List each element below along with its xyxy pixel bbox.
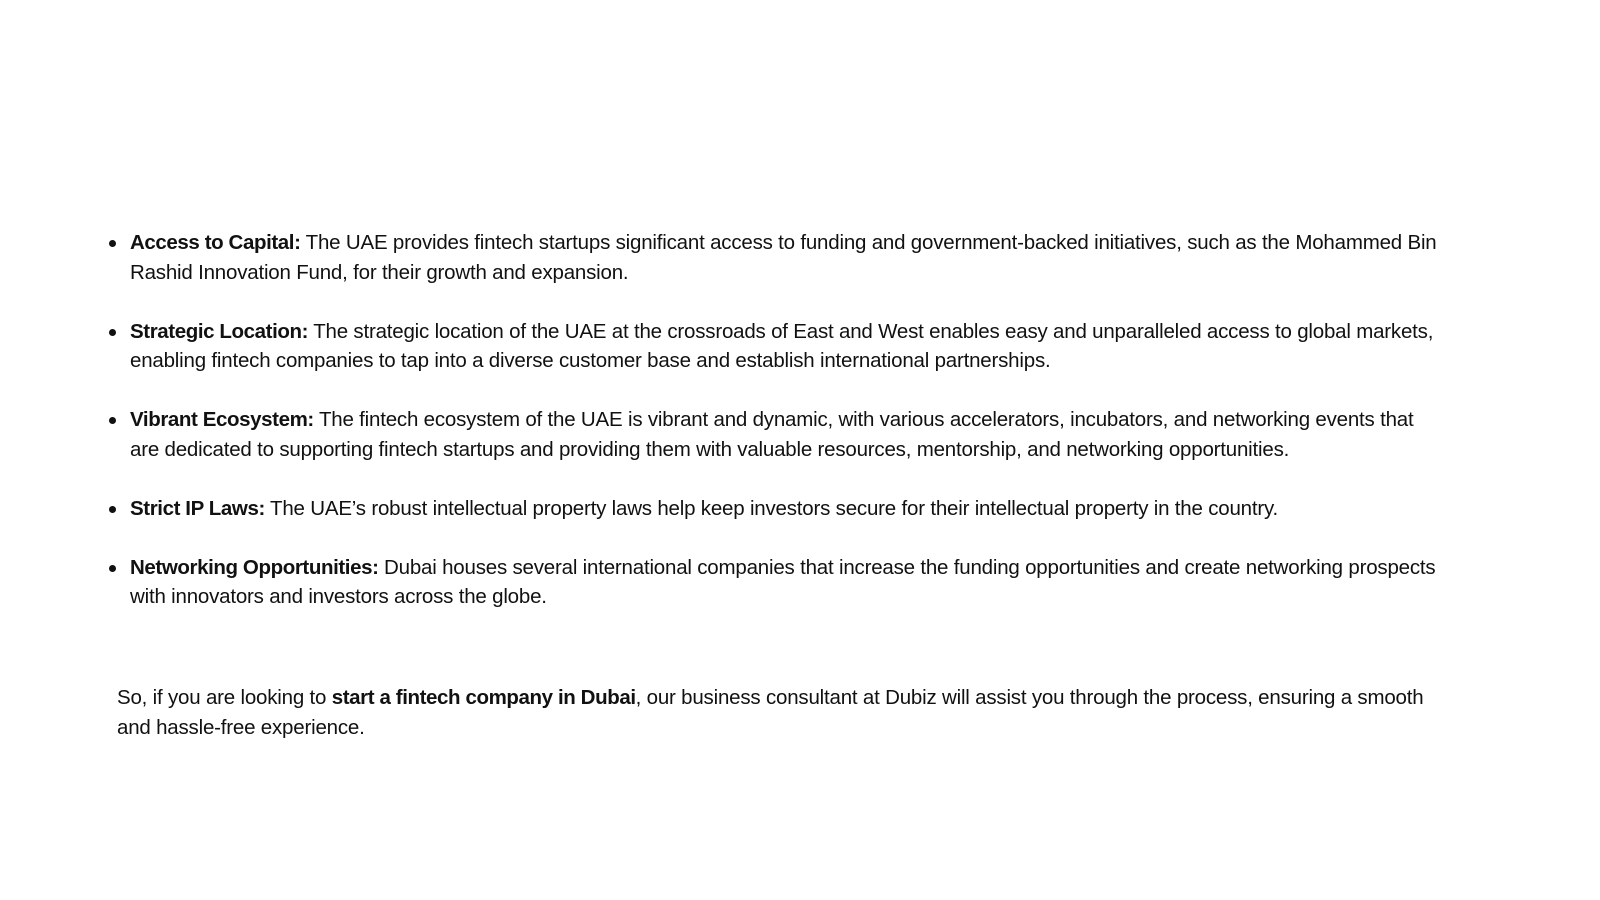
closing-text-before: So, if you are looking to xyxy=(117,686,332,709)
bullet-icon xyxy=(109,240,116,247)
item-text: The fintech ecosystem of the UAE is vibrant and dynamic, with various accelerators, incubators, and networking events that are dedicated to supporting fintech startups and providing them with valuable resources, mentorship, and networking opportunities. xyxy=(130,408,1414,461)
item-title: Strategic Location: xyxy=(130,319,309,343)
item-title: Networking Opportunities: xyxy=(130,555,379,579)
item-text: The UAE provides fintech startups significant access to funding and government-backed initiatives, such as the Mohammed Bin Rashid Innovation Fund, for their growth and expansion. xyxy=(130,231,1437,284)
bullet-icon xyxy=(109,506,116,513)
item-title: Strict IP Laws: xyxy=(130,496,265,520)
list-item-networking-opportunities xyxy=(108,553,1448,612)
closing-text-after: , our business consultant at Dubiz will assist you through the process, ensuring a smooth and hassle-free experience. xyxy=(117,686,1424,739)
article-content xyxy=(0,228,1600,641)
item-text: The UAE’s robust intellectual property laws help keep investors secure for their intellectual property in the country. xyxy=(264,496,1279,520)
bullet-icon xyxy=(109,565,116,572)
bullet-icon xyxy=(109,329,116,336)
item-text: The strategic location of the UAE at the crossroads of East and West enables easy and unparalleled access to global markets, enabling fintech companies to tap into a diverse customer base and establish international partnerships. xyxy=(130,319,1434,372)
closing-highlight: start a fintech company in Dubai xyxy=(331,686,636,709)
list-item-strategic-location xyxy=(108,317,1448,376)
list-item-strict-ip-laws xyxy=(108,494,1448,524)
benefits-list xyxy=(108,228,1448,612)
list-item-vibrant-ecosystem xyxy=(108,405,1448,464)
bullet-icon xyxy=(109,417,116,424)
list-item-access-to-capital xyxy=(108,228,1448,287)
item-text: Dubai houses several international companies that increase the funding opportunities and create networking prospects with innovators and investors across the globe. xyxy=(130,555,1436,608)
closing-paragraph xyxy=(117,683,1437,742)
item-title: Access to Capital: xyxy=(130,231,301,254)
item-title: Vibrant Ecosystem: xyxy=(130,408,314,431)
